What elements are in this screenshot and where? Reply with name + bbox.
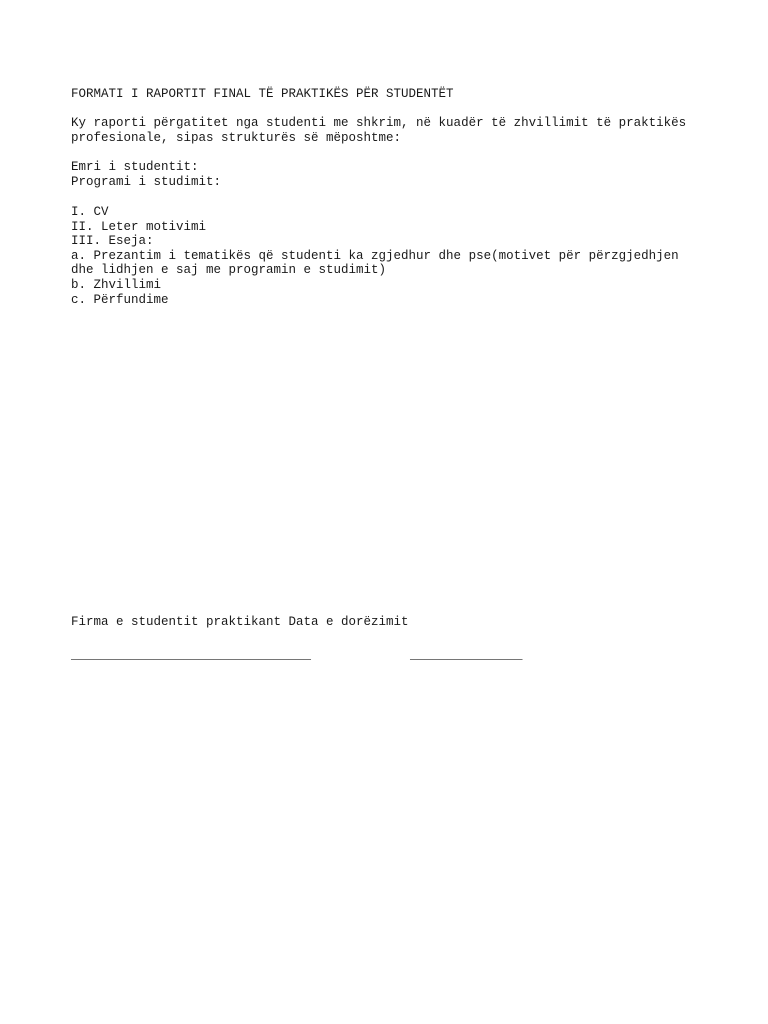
student-signature-line: ________________________________: [71, 648, 312, 662]
field-study-program: Programi i studimit:: [71, 175, 222, 189]
essay-item-a-line-1: a. Prezantim i tematikës që studenti ka zgjedhur dhe pse(motivet për përzgjedhjen: [71, 249, 679, 263]
section-motivation-letter: II. Leter motivimi: [71, 220, 207, 234]
document-title: FORMATI I RAPORTIT FINAL TË PRAKTIKËS PËR STUDENTËT: [71, 87, 454, 101]
essay-item-c: c. Përfundime: [71, 293, 169, 307]
essay-item-b: b. Zhvillimi: [71, 278, 162, 292]
essay-item-a-line-2: dhe lidhjen e saj me programin e studimit): [71, 263, 387, 277]
submission-date-line: _______________: [410, 648, 523, 662]
signature-caption: Firma e studentit praktikant Data e dorëzimit: [71, 615, 409, 629]
intro-text-line-2: profesionale, sipas strukturës së mëposhtme:: [71, 131, 402, 145]
intro-text-line-1: Ky raporti përgatitet nga studenti me shkrim, në kuadër të zhvillimit të praktikës: [71, 116, 687, 130]
field-student-name: Emri i studentit:: [71, 160, 199, 174]
section-cv: I. CV: [71, 205, 109, 219]
section-essay: III. Eseja:: [71, 234, 154, 248]
